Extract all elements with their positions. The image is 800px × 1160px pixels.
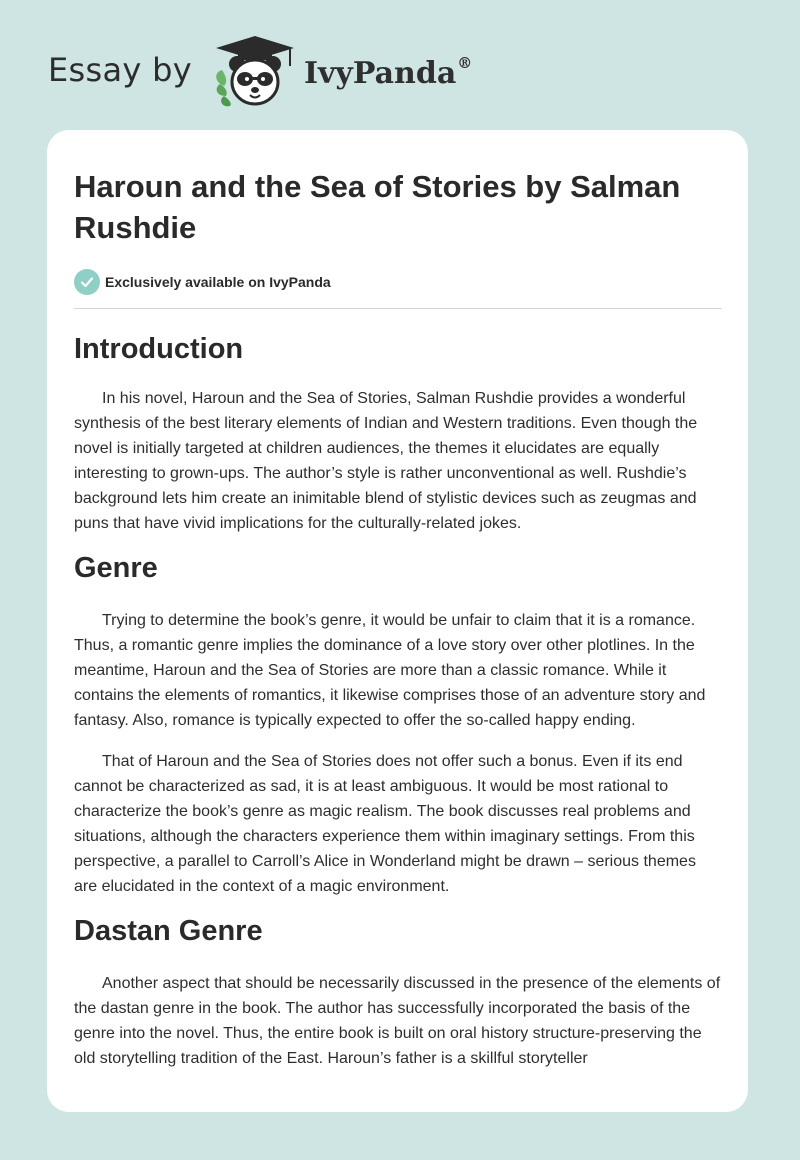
paragraph: That of Haroun and the Sea of Stories does not offer such a bonus. Even if its end cannot be characterized as sad, it is at least ambiguous. It would be most rational to characterize the book’s genre as magic realism. The book discusses real problems and situations, although the characters experience them within imaginary settings. From this perspective, a parallel to Carroll’s Alice in Wonderland might be drawn – serious themes are elucidated in the context of a magic environment.: [74, 753, 696, 895]
exclusive-label: Exclusively available on IvyPanda: [105, 274, 331, 290]
section-heading: Dastan Genre: [74, 915, 263, 947]
brand-prefix: Essay by: [48, 51, 192, 89]
site-header: [48, 34, 472, 110]
brand-name[interactable]: [303, 53, 473, 91]
check-circle-icon: [74, 269, 100, 295]
paragraph: Trying to determine the book’s genre, it would be unfair to claim that it is a romance. Thus, a romantic genre implies the dominance of a love story over other plotlines. In the meantime, Haroun and the Sea of Stories are more than a classic romance. While it contains the elements of romantics, it likewise comprises those of an adventure story and fantasy. Also, romance is typically expected to offer the so-called happy ending.: [74, 612, 706, 729]
panda-graduate-logo-icon[interactable]: [210, 34, 300, 110]
exclusive-badge: [74, 268, 722, 296]
section-heading: Genre: [74, 552, 158, 584]
essay-card: [47, 130, 748, 1112]
paragraph: Another aspect that should be necessarily discussed in the presence of the elements of the dastan genre in the book. The author has successfully incorporated the basis of the genre into the novel. Thus, the entire book is built on oral history structure-preserving the old storytelling tradition of the East. Haroun’s father is a skillful storyteller: [74, 975, 721, 1067]
essay-title: Haroun and the Sea of Stories by Salman Rushdie: [74, 169, 681, 245]
section-introduction: [74, 331, 722, 536]
brand-name-text: IvyPanda: [303, 55, 457, 91]
section-genre: [74, 550, 722, 899]
divider: [74, 308, 722, 309]
registered-mark: ®: [457, 53, 473, 72]
paragraph: In his novel, Haroun and the Sea of Stories, Salman Rushdie provides a wonderful synthesis of the best literary elements of Indian and Western traditions. Even though the novel is initially targeted at children audiences, the themes it elucidates are equally interesting to grown-ups. The author’s style is rather unconventional as well. Rushdie’s background lets him create an inimitable blend of stylistic devices such as zeugmas and puns that have vivid implications for the culturally-related jokes.: [74, 390, 698, 532]
section-heading: Introduction: [74, 333, 244, 365]
section-dastan-genre: [74, 913, 722, 1071]
